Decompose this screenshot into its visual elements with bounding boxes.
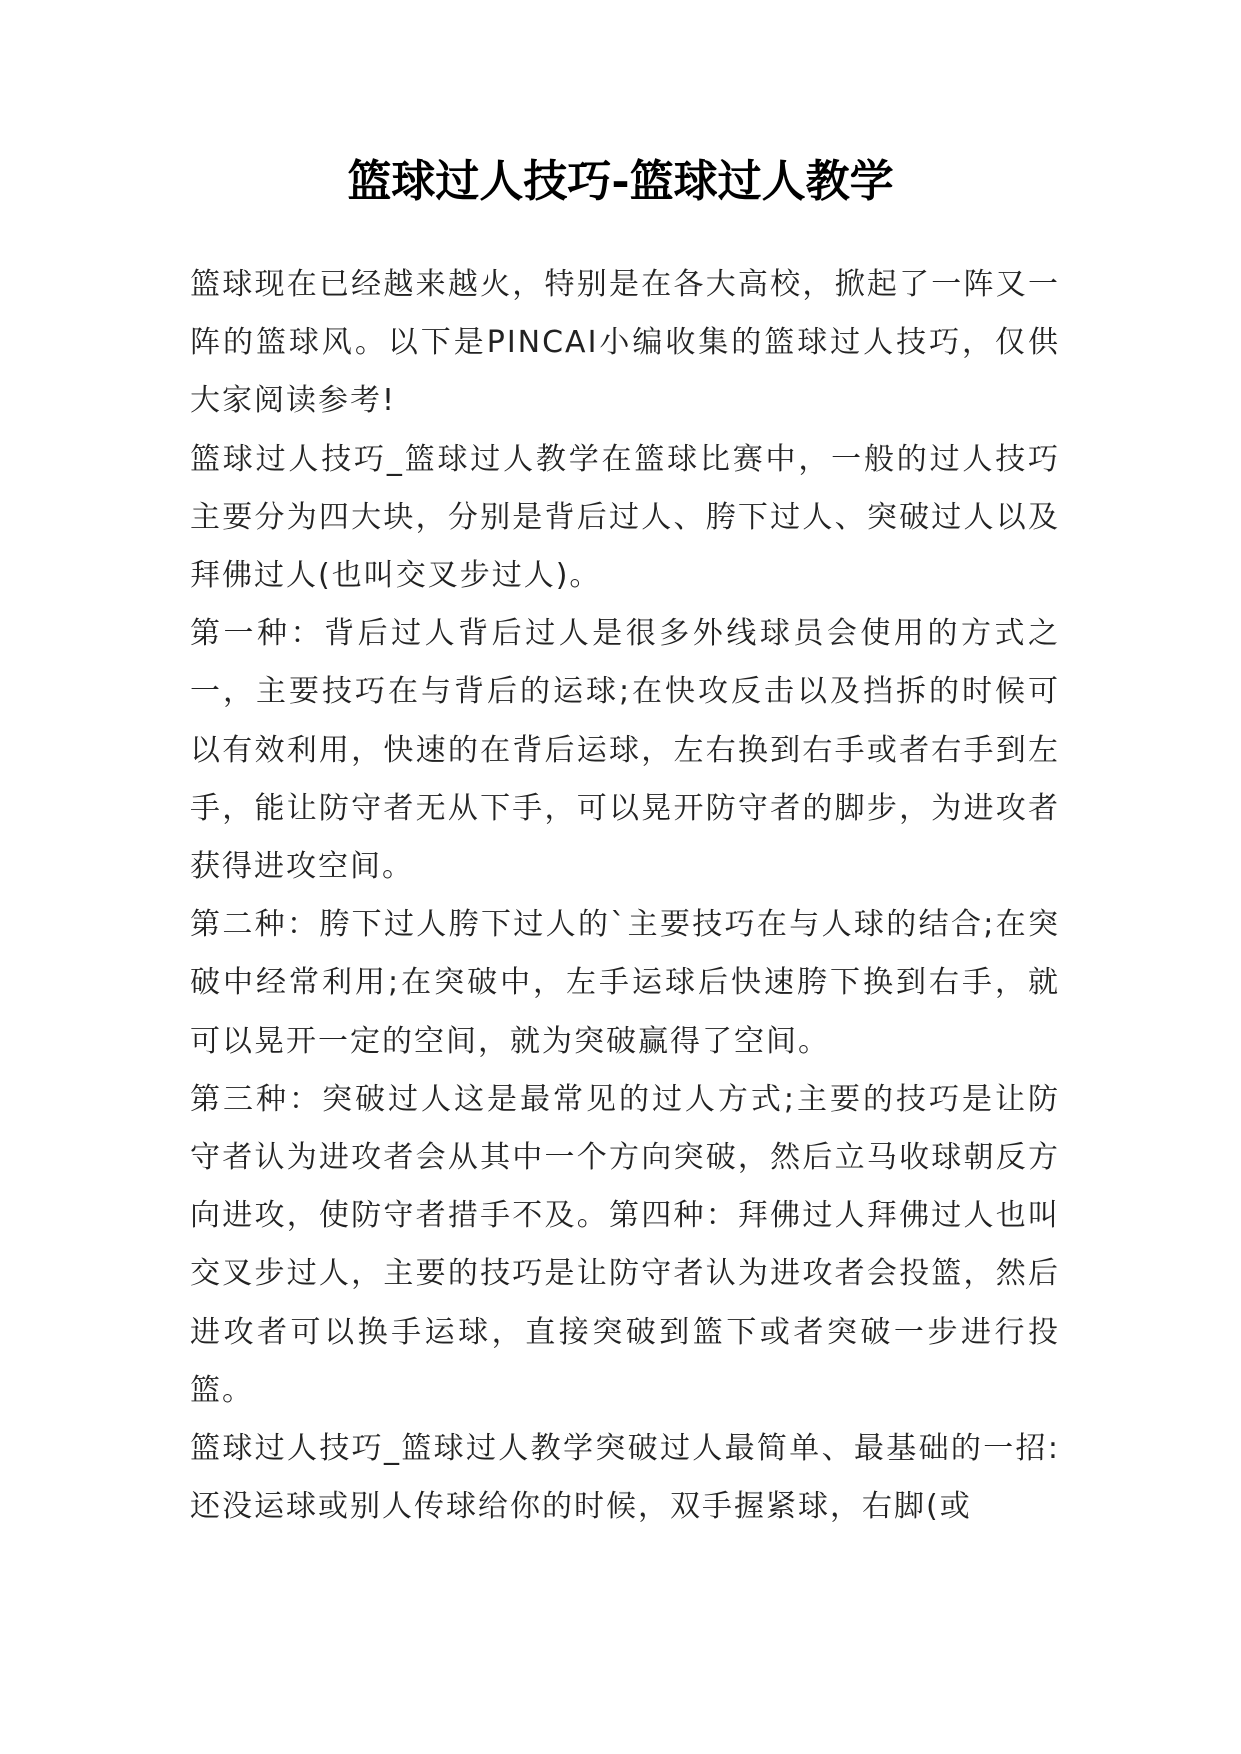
document-title: 篮球过人技巧-篮球过人教学 xyxy=(347,156,894,207)
paragraph-method-two: 第二种：胯下过人胯下过人的`主要技巧在与人球的结合;在突破中经常利用;在突破中，左手运球后快速胯下换到右手，就可以晃开一定的空间，就为突破赢得了空间。 xyxy=(190,907,1060,1059)
paragraph-overview: 篮球过人技巧_篮球过人教学在篮球比赛中，一般的过人技巧主要分为四大块，分别是背后过人、胯下过人、突破过人以及拜佛过人(也叫交叉步过人)。 xyxy=(190,441,1060,594)
document-body xyxy=(190,256,1060,1536)
paragraph-method-one: 第一种：背后过人背后过人是很多外线球员会使用的方式之一，主要技巧在与背后的运球;在快攻反击以及挡拆的时候可以有效利用，快速的在背后运球，左右换到右手或者右手到左手，能让防守者无从下手，可以晃开防守者的脚步，为进攻者获得进攻空间。 xyxy=(190,616,1060,885)
paragraph-method-three-four: 第三种：突破过人这是最常见的过人方式;主要的技巧是让防守者认为进攻者会从其中一个方向突破，然后立马收球朝反方向进攻，使防守者措手不及。第四种：拜佛过人拜佛过人也叫交叉步过人，主要的技巧是让防守者认为进攻者会投篮，然后进攻者可以换手运球，直接突破到篮下或者突破一步进行投篮。 xyxy=(190,1081,1060,1408)
paragraph-breakthrough: 篮球过人技巧_篮球过人教学突破过人最简单、最基础的一招: 还没运球或别人传球给你的时候，双手握紧球，右脚(或 xyxy=(190,1431,1060,1525)
paragraph-intro: 篮球现在已经越来越火，特别是在各大高校，掀起了一阵又一阵的篮球风。以下是PINCAI小编收集的篮球过人技巧，仅供大家阅读参考! xyxy=(190,267,1060,419)
